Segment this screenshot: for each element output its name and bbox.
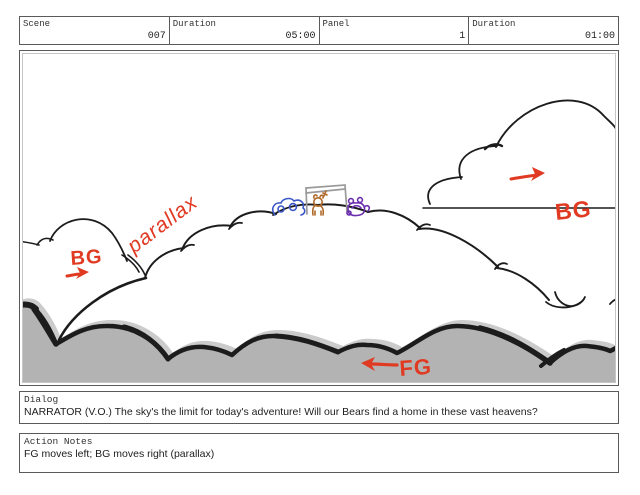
cloud-arc xyxy=(368,210,420,228)
cloud-arc xyxy=(497,268,549,300)
scene-value: 007 xyxy=(147,31,166,42)
scene-duration-label: Duration xyxy=(172,19,216,29)
background-cloud-top-right xyxy=(423,100,615,208)
cloud-arc xyxy=(419,228,498,267)
panel-duration-label: Duration xyxy=(472,19,516,29)
cloud-arc xyxy=(428,177,462,204)
orange-legs xyxy=(315,211,321,215)
arrow-shaft xyxy=(372,364,397,365)
storyboard-sketch-svg xyxy=(23,54,615,382)
cloud-sketch-lines xyxy=(23,100,615,340)
cloud-curl xyxy=(555,292,585,306)
bg-annotation-left: BG xyxy=(69,245,104,270)
action-notes-label: Action Notes xyxy=(24,436,93,447)
orange-ear xyxy=(320,195,323,198)
action-notes-text: FG moves left; BG moves right (parallax) xyxy=(24,448,215,460)
midground-cloud-central xyxy=(59,204,584,340)
cloud-arc xyxy=(230,212,276,227)
storyboard-panel xyxy=(19,50,619,386)
characters xyxy=(273,185,369,216)
right-cloud-puffs xyxy=(555,292,615,306)
fg-annotation: FG xyxy=(398,353,433,381)
cloud-arc xyxy=(182,225,232,250)
header-table xyxy=(19,16,619,45)
dialog-label: Dialog xyxy=(24,394,59,405)
arrow-head xyxy=(531,167,545,181)
bg-arrow-right xyxy=(511,167,545,181)
header-cell-scene xyxy=(20,17,169,44)
panel-duration-value: 01:00 xyxy=(584,31,615,42)
purple-ear xyxy=(358,198,363,203)
storyboard-canvas-frame xyxy=(22,53,616,383)
cloud-arc xyxy=(145,248,184,278)
dialog-text: NARRATOR (V.O.) The sky's the limit for today's adventure! Will our Bears find a home in these vast heavens? xyxy=(24,406,538,418)
scene-label: Scene xyxy=(23,19,51,29)
header-cell-scene-duration xyxy=(169,17,319,44)
header-cell-panel-duration xyxy=(468,17,618,44)
cloud-arc xyxy=(459,146,497,179)
character-orange xyxy=(313,191,327,215)
cloud-arc xyxy=(610,298,615,304)
panel-value: 1 xyxy=(459,31,466,42)
frame-edge xyxy=(306,188,307,214)
header-cell-panel xyxy=(319,17,469,44)
panel-label: Panel xyxy=(322,19,350,29)
bg-annotation-right: BG xyxy=(553,195,593,225)
dialog-box xyxy=(19,391,619,424)
cloud-arc xyxy=(496,100,615,147)
scene-duration-value: 05:00 xyxy=(285,31,316,42)
parallax-annotation: parallax xyxy=(123,190,203,258)
action-notes-box xyxy=(19,433,619,473)
